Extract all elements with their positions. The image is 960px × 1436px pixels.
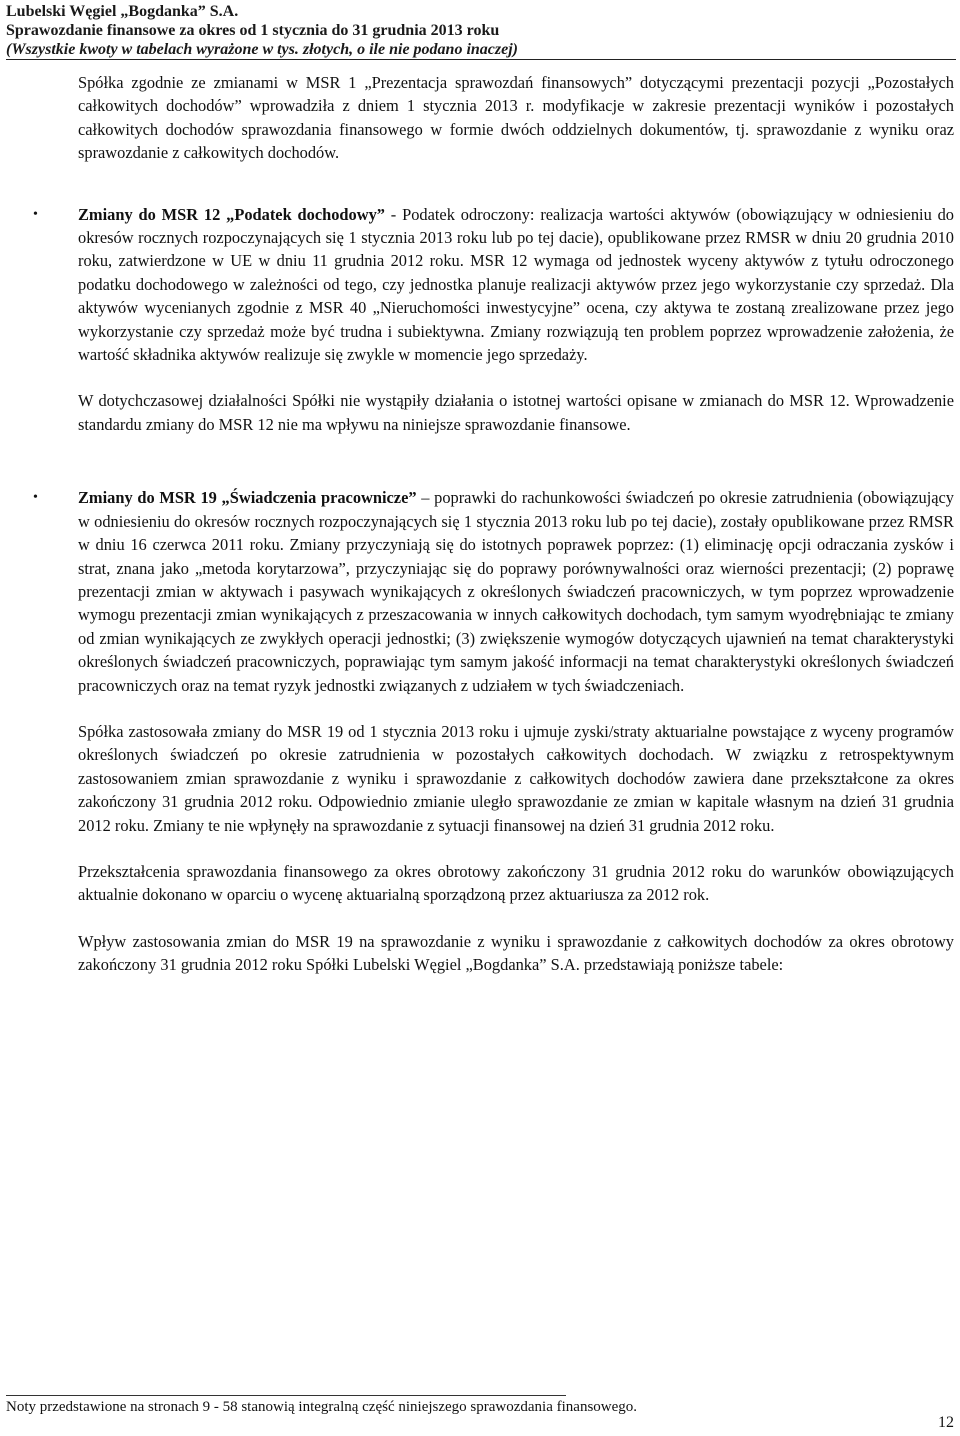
msr12-paragraph-1 [78,203,954,367]
msr19-section [33,486,954,976]
msr19-paragraph-3: Przekształcenia sprawozdania finansowego za okres obrotowy zakończony 31 grudnia 2012 roku do warunków obowiązujących aktualnie dokonano w oparciu o wycenę aktuarialną sporządzoną przez aktuariusza za 2012 rok. [78,861,954,905]
msr19-paragraph-1 [78,486,954,697]
msr12-title: Zmiany do MSR 12 „Podatek dochodowy” [78,204,385,224]
bullet-icon: • [33,490,38,506]
page-number: 12 [938,1414,954,1431]
msr12-section [33,203,954,437]
header-divider [6,59,956,60]
document-body [33,71,954,977]
msr12-paragraph-2: W dotychczasowej działalności Spółki nie wystąpiły działania o istotnej wartości opisane w zmianach do MSR 12. Wprowadzenie standardu zmiany do MSR 12 nie ma wpływu na niniejsze sprawozdanie finansowe. [78,391,954,434]
footer-note: Noty przedstawione na stronach 9 - 58 stanowią integralną część niniejszego sprawozdania finansowego. [6,1399,638,1415]
msr19-title: Zmiany do MSR 19 „Świadczenia pracownicze” [78,488,417,508]
bullet-icon: • [33,206,38,222]
page-header [6,2,956,59]
msr12-paragraph-1-text: - Podatek odroczony: realizacja wartości aktywów (obowiązujący w odniesieniu do okresów rocznych rozpoczynających się 1 stycznia 2013 roku lub po tej dacie), opublikowane przez RMSR w dniu 20 grudnia 2010 roku, zatwierdzone w UE w dniu 11 grudnia 2012 roku. MSR 12 wymaga od jednostek wyceny aktywów z tytułu odroczonego podatku dochodowego w zależności od tego, czy jednostka planuje realizacji aktywów przez jego wykorzystanie czy sprzedaż. Dla aktywów wycenianych zgodnie z MSR 40 „Nieruchomości inwestycyjne” ocena, czy aktywa te zostaną zrealizowane przez jego wykorzystanie czy sprzedaż może być trudna i subiektywna. Zmiany rozwiązują ten problem poprzez wprowadzenie założenia, że wartość składnika aktywów realizuje się zwykle w momencie jego sprzedaży. [78,204,954,365]
company-name: Lubelski Węgiel „Bogdanka” S.A. [6,3,239,20]
msr19-paragraph-2: Spółka zastosowała zmiany do MSR 19 od 1 stycznia 2013 roku i ujmuje zyski/straty aktuarialne powstające z wyceny programów określonych świadczeń po okresie zatrudnienia w pozostałych całkowitych dochodach. W związku z retrospektywnym zastosowaniem zmian sprawozdanie z wyniku i sprawozdanie z całkowitych dochodów zawiera dane przekształcone za okres zakończony 31 grudnia 2012 roku. Odpowiednio zmianie uległo sprawozdanie ze zmian w kapitale własnym na dzień 31 grudnia 2012 roku. Zmiany te nie wpłynęły na sprawozdanie z sytuacji finansowej na dzień 31 grudnia 2012 roku. [78,721,954,835]
report-title: Sprawozdanie finansowe za okres od 1 stycznia do 31 grudnia 2013 roku [6,22,500,39]
msr19-paragraph-1-text: – poprawki do rachunkowości świadczeń po okresie zatrudnienia (obowiązujący w odniesieniu do okresów rocznych rozpoczynających się 1 stycznia 2013 roku lub po tej dacie), zostały opublikowane przez RMSR w dniu 16 czerwca 2011 roku. Zmiany przyczyniają się do istotnych poprawek poprzez: (1) eliminację opcji odraczania zysków i strat, znana jako „metoda korytarzowa”, przyczyniając się do poprawy porównywalności oraz wierności prezentacji; (2) poprawę prezentacji zmian w aktywach i pasywach wynikających z określonych świadczeń pracowniczych, w tym poprzez wprowadzenie wymogu prezentacji zmian wynikających z przeszacowania w innych całkowitych dochodach, tym samym wyodrębniając te zmiany od zmian wynikających ze zwykłych operacji jednostki; (3) zwiększenie wymogów dotyczących ujawnień na temat charakterystyki określonych świadczeń pracowniczych, poprawiając tym samym jakość informacji na temat charakterystyki określonych świadczeń pracowniczych oraz na temat ryzyk jednostki związanych z udziałem w tych świadczeniach. [78,488,954,695]
footer-divider [6,1395,566,1396]
amounts-note: (Wszystkie kwoty w tabelach wyrażone w tys. złotych, o ile nie podano inaczej) [6,41,518,58]
msr19-paragraph-4: Wpływ zastosowania zmian do MSR 19 na sprawozdanie z wyniku i sprawozdanie z całkowitych dochodów za okres obrotowy zakończony 31 grudnia 2012 roku Spółki Lubelski Węgiel „Bogdanka” S.A. przedstawiają poniższe tabele: [78,931,954,975]
intro-paragraph: Spółka zgodnie ze zmianami w MSR 1 „Prezentacja sprawozdań finansowych” dotyczącymi prezentacji pozycji „Pozostałych całkowitych dochodów” wprowadziła z dniem 1 stycznia 2013 r. modyfikacje w zakresie prezentacji wyników i pozostałych całkowitych dochodów sprawozdania finansowego w formie dwóch oddzielnych dokumentów, tj. sprawozdanie z wyniku oraz sprawozdanie z całkowitych dochodów. [78,73,954,163]
